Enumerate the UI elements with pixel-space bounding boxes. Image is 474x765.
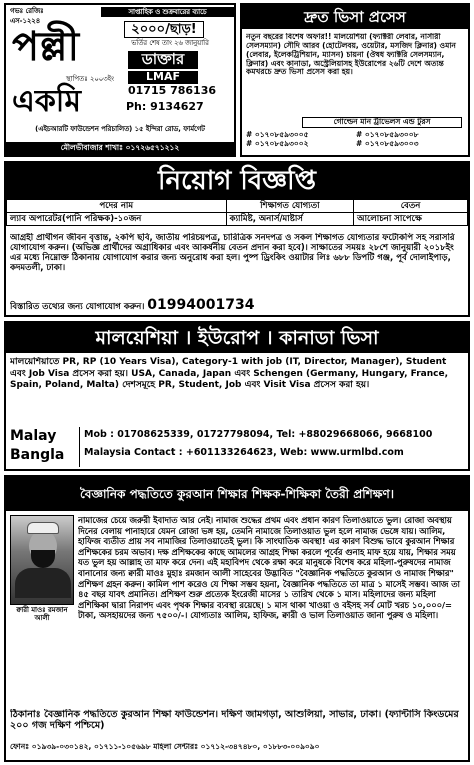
quran-ad	[4, 475, 470, 762]
malaysia-mob: Mob : 01708625339, 01727798094, Tel: +88029668066, 9668100	[84, 429, 433, 440]
quran-body: নামাজের চেয়ে জরুরী ইবাদাত আর নেই। নামাজ শুদ্ধের প্রথম এবং প্রধান কারণ তিলাওয়াতে ভুল। রোজা অবস্থায় দিনের বেলায় পানাহারে যেমন রোজা ভঙ্গ হয়, তেমনি নামাজে তিলাওয়াত ভুল হলে নামাজ ভেঙ্গে যায়। আলিম, হাফিজ ব্যতীত প্রায় সব নামাজির তিলাওয়াতেই ভুল। কি সাংঘাতিক অবস্থা! এর কারণ বিশুদ্ধ ভাবে কুরআন শিক্ষার প্রশিক্ষকের চরম অভাব। দক্ষ প্রশিক্ষকের কাছে আমলের আগ্রহ শিক্ষা করলে পূর্বের গুনাহ মাফ হয়ে যায়, শিক্ষার সময় যত ভুল হয় আল্লাহ তা মাফ করে দেন। এই মহাবিপদ থেকে রক্ষা করে মানুষকে বিশেষ করে মহিলা-পুরুষদের নামাজ বানানোর জন্য ক্বারী মাওঃ মুহাঃ রমজান আলী সাহেবের উদ্ভাবিত "বৈজ্ঞানিক পদ্ধতিতে কুরআন ও নামাজ শিক্ষার" প্রশিক্ষণ গ্রহন করুন। কামিল পাশ করেও যে শিক্ষা সম্ভব হয়না, বৈজ্ঞানিক পদ্ধতিতে তা মাত্র ১ মাসেই সম্ভব। আজ তা ৪৫ বছর যাবৎ প্রমানিত। প্রশিক্ষণ শুরু প্রত্যেক ইংরেজী মাসের ১ তারিখ থেকে ১ মাস। মহিলাদের জন্য মহিলা প্রশিক্ষিকা দ্বারা নিরাপদ এবং পৃথক শিক্ষার ব্যবস্থা রয়েছে। ১ মাস থাকা খাওয়া ও বইসহ সর্ব মোট খরচ ১০,০০০/= টাকা, অসহায়দের জন্য ৭৫০০/-। যোগ্যতাঃ আলিম, হাফিজ, ক্বারী ও ভাল তিলাওয়াত জানা পুরুষ ও মহিলা।	[78, 515, 460, 621]
malaysia-body: মালয়েশিয়াতে PR, RP (10 Years Visa), Category-1 with job (IT, Director, Manager), Student এবং Job Visa প্রসেস করা হয়। USA, Canada, Japan এবং Schengen (Germany, Hungary, France, Spain, Poland, Malta) দেশসমূহে PR, Student, Job এবং Visit Visa প্রসেস করা হয়।	[10, 357, 449, 391]
niyog-address: ৬৮৮ ডিপটি গঞ্জ, পূর্ব দোলাইপাড়, কদমতলী, ঢাকা।	[10, 253, 451, 274]
niyog-body	[10, 233, 464, 297]
visa-phone: # ০১৭০৮৫৯৩০০২	[246, 138, 309, 148]
photo-caption: ক্বারী মাওঃ রমজান আলী	[16, 606, 68, 623]
niyog-contact-row	[10, 297, 464, 313]
visa-phone: # ০১৭০৮৫৯৩০০৮	[356, 130, 419, 139]
malaysia-contact: Malaysia Contact : +601133264623, Web: www.urmlbd.com	[84, 447, 404, 458]
header-qualification: শিক্ষাগত যোগ্যতা	[226, 200, 353, 213]
visa-phone: # ০১৭০৮৫৯৩০০৩	[356, 138, 419, 148]
brand-malay: Malay	[10, 428, 57, 444]
visa-phones	[246, 131, 466, 149]
niyog-phone: 01994001734	[147, 297, 255, 313]
badge-top: সাপ্তাহিক ও শুক্রবারের ব্যাচে	[101, 7, 234, 17]
discount-note: ভর্তির শেষ তাং ২৬ জানুয়ারি	[131, 39, 209, 47]
license-line1: গভঃ রেজিঃ	[10, 7, 44, 15]
palli-brand: পল্লী	[12, 24, 80, 70]
cell-salary: আলোচনা সাপেক্ষে	[354, 213, 468, 226]
table-row	[7, 213, 468, 226]
daktar: ডাক্তার	[128, 51, 198, 69]
visa-fast-title: দ্রুত ভিসা প্রসেস	[242, 5, 468, 29]
discount: ২০০০/ছাড়!	[124, 21, 204, 38]
license-line2: এস-১২২৪	[10, 17, 41, 25]
visa-fast-company: গোল্ডেন মান ট্রাভেলস এন্ড টুরস	[302, 117, 462, 128]
niyog-body-text: আগ্রহী প্রার্থীগন জীবন বৃত্তান্ত, ২কপি ছবি, জাতীয় পরিচয়পত্র, চারিত্রিক সনদপত্র ও সকল শিক্ষাগত যোগ্যতার ফটোকপি সহ সরাসরি যোগাযোগ করুন। (অভিজ্ঞ প্রার্থীদের অগ্রাধিকার এবং আকর্ষনীয় বেতন প্রদান করা হবে)। সাক্ষাতের সময়ঃ ২৮শে জানুয়ারী ২০১৮ইং এর মধ্যে নিম্নোক্ত ঠিকানায় যোগাযোগ করার জন্য অনুরোধ করা হল।	[10, 233, 455, 264]
visa-fast-ad	[240, 3, 470, 157]
cell-post: ল্যাব অপারেটর(পানি পরিক্ষক)-১০জন	[7, 213, 227, 226]
cell-qualification: ক্যামিষ্ট, অনার্স/মাষ্টার্স	[226, 213, 353, 226]
malaybangla-logo	[10, 427, 80, 467]
phone-1: 01715 786136	[128, 84, 217, 97]
quran-phones: ফোনঃ ০১৯৩৯-০৩০১৪২, ০১৭১১-১০৫৬৯৮ মহিলা সেন্টারঃ ০১৭১২-৩৪৭৪৮০, ০১৮৮৩-০০৯০৯০	[10, 743, 320, 751]
table-row	[7, 200, 468, 213]
palli-ad	[4, 3, 236, 157]
brand-bangla: Bangla	[10, 447, 65, 463]
header-post: পদের নাম	[7, 200, 227, 213]
acme: একমি	[12, 84, 82, 119]
niyog-ad	[4, 161, 470, 317]
palli-address: (এইচআরটি ফাউন্ডেশন পরিচালিত) ১৫ ইন্দিরা রোড, ফার্মগেট	[35, 125, 205, 133]
established: স্থাপিতঃ ২০০৩ইং	[66, 75, 115, 83]
niyog-contact-label: বিস্তারিত তথ্যের জন্য যোগাযোগ করুন।	[10, 302, 145, 312]
palli-branch: মৌলভীবাজার শাখাঃ ০১৭২৬৫৭১২১২	[6, 142, 234, 155]
acme-ph: Ph: 9134627	[126, 100, 204, 113]
niyog-title: নিয়োগ বিজ্ঞপ্তি	[6, 163, 468, 199]
malaysia-ad	[4, 321, 470, 471]
lmaf: LMAF	[128, 71, 198, 84]
niyog-table	[6, 199, 468, 226]
quran-address: ঠিকানাঃ বৈজ্ঞানিক পদ্ধতিতে কুরআন শিক্ষা ফাউন্ডেশন। দক্ষিণ জামগড়া, আশুলিয়া, সাভার, ঢাকা। (ফ্যান্টাসি কিংডমের ২০০ গজ দক্ষিণ পশ্চিমে)	[10, 709, 459, 732]
quran-title: বৈজ্ঞানিক পদ্ধতিতে কুরআন শিক্ষার শিক্ষক-শিক্ষিকা তৈরী প্রশিক্ষণ।	[6, 477, 468, 511]
portrait-photo	[10, 515, 74, 605]
visa-phone: # ০১৭০৮৫৯৩০০৫	[246, 130, 309, 139]
niyog-company: পুষ্প ড্রিংকিং ওয়াটার লিঃ	[243, 253, 331, 264]
header-salary: বেতন	[354, 200, 468, 213]
visa-fast-body: নতুন বছরের বিশেষ অফার!! মালয়েশিয়া (ফ্যাক্টরী লেবার, নার্সারী সেলসম্যান) সৌদি আরব (হোটেলবয়, ওয়েটার, মসজিদ ক্লিনার) ওমান (লেবার, ইলেকট্রিশিয়ান, ম্যাসন) চায়না (ঔষধ ফ্যাক্টরি সেলসম্যান, ক্লিনার) এবং কানাডা, অস্ট্রেলিয়াসহ ইউরোপের ২৬টি দেশে অত্যন্ত কমখরচে দ্রুত ভিসা প্রসেস করা হয়।	[246, 33, 456, 77]
malaysia-title: মালয়েশিয়া । ইউরোপ । কানাডা ভিসা	[6, 323, 468, 353]
